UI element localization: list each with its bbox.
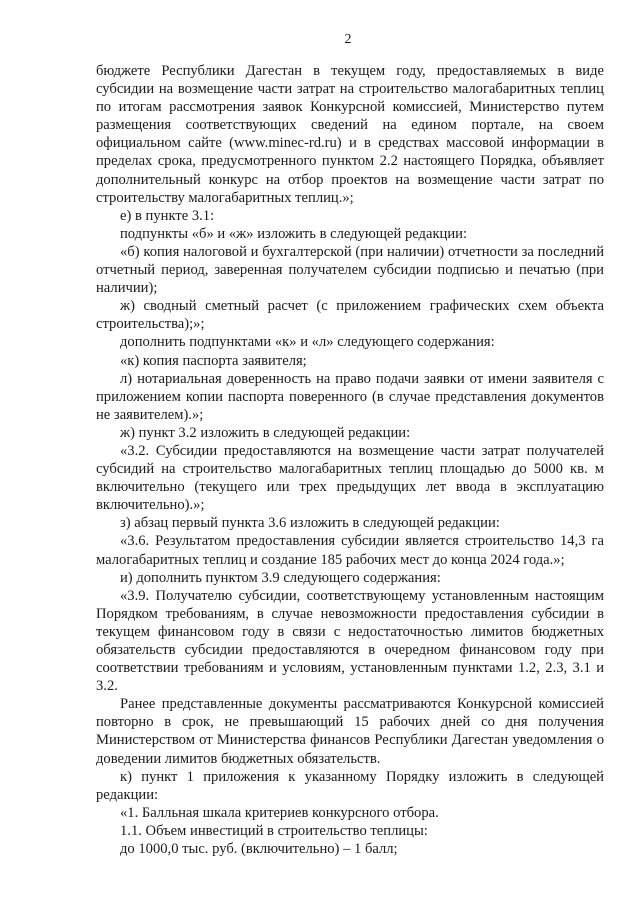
- paragraph-add-k-l: дополнить подпунктами «к» и «л» следующего содержания:: [120, 334, 495, 351]
- paragraph-item-z: з) абзац первый пункта 3.6 изложить в следующей редакции:: [120, 515, 500, 532]
- paragraph-investment-tier-1: до 1000,0 тыс. руб. (включительно) – 1 балл;: [120, 841, 398, 858]
- paragraph-quote-l: л) нотариальная доверенность на право подачи заявки от имени заявителя с приложением копии паспорта поверенного (в случае представления документов не заявителем).»;: [96, 370, 604, 423]
- paragraph-quote-k: «к) копия паспорта заявителя;: [120, 352, 307, 369]
- paragraph-investment-volume: 1.1. Объем инвестиций в строительство теплицы:: [120, 822, 428, 839]
- paragraph-quote-b: «б) копия налоговой и бухгалтерской (при наличии) отчетности за последний отчетный период, заверенная получателем субсидии подписью и печатью (при наличии);: [96, 243, 604, 297]
- paragraph-item-k: к) пункт 1 приложения к указанному Порядку изложить в следующей редакции:: [96, 768, 604, 803]
- paragraph-item-zh: ж) пункт 3.2 изложить в следующей редакции:: [120, 424, 411, 441]
- paragraph-item-e: е) в пункте 3.1:: [120, 207, 215, 224]
- paragraph-quote-3-2: «3.2. Субсидии предоставляются на возмещение части затрат получателей субсидий на строительство малогабаритных теплиц площадью до 5000 кв. м включительно (текущего или трех предыдущих лет ввода в эксплуатацию включительно).»;: [96, 442, 604, 514]
- paragraph-quote-zh: ж) сводный сметный расчет (с приложением графических схем объекта строительства);»;: [96, 298, 604, 333]
- page-number: 2: [344, 32, 352, 47]
- paragraph-quote-3-6: «3.6. Результатом предоставления субсидии является строительство 14,3 га малогабаритных теплиц и создание 185 рабочих мест до конца 2024 года.»;: [96, 533, 604, 568]
- paragraph-scale-heading: «1. Балльная шкала критериев конкурсного отбора.: [120, 804, 439, 821]
- paragraph-quote-3-9: «3.9. Получателю субсидии, соответствующему установленным настоящим Порядком требованиям, в случае невозможности предоставления субсидии в текущем финансовом году в связи с недостаточностью лимитов бюджетных обязательств субсидии предоставляются в очередном финансовом году при соответствии требованиям и условиям, установленным пунктами 1.2, 2.3, 3.1 и 3.2.: [96, 587, 604, 695]
- paragraph-subitems-b-zh: подпункты «б» и «ж» изложить в следующей редакции:: [120, 225, 468, 242]
- document-body: [96, 62, 604, 858]
- paragraph-item-i: и) дополнить пунктом 3.9 следующего содержания:: [120, 569, 441, 586]
- paragraph-continuation: бюджете Республики Дагестан в текущем году, предоставляемых в виде субсидии на возмещение части затрат на строительство малогабаритных теплиц по итогам рассмотрения заявок Конкурсной комиссией, Министерство путем размещения соответствующих сведений на едином портале, на своем официальном сайте (www.minec-rd.ru) и в средствах массовой информации в пределах срока, предусмотренного пунктом 2.2 настоящего Порядка, объявляет дополнительный конкурс на отбор проектов на возмещение части затрат по строительству малогабаритных теплиц.»;: [96, 63, 604, 206]
- paragraph-earlier-documents: Ранее представленные документы рассматриваются Конкурсной комиссией повторно в срок, не превышающий 15 рабочих дней со дня получения Министерством от Министерства финансов Республики Дагестан уведомления о доведении лимитов бюджетных обязательств.: [96, 696, 604, 767]
